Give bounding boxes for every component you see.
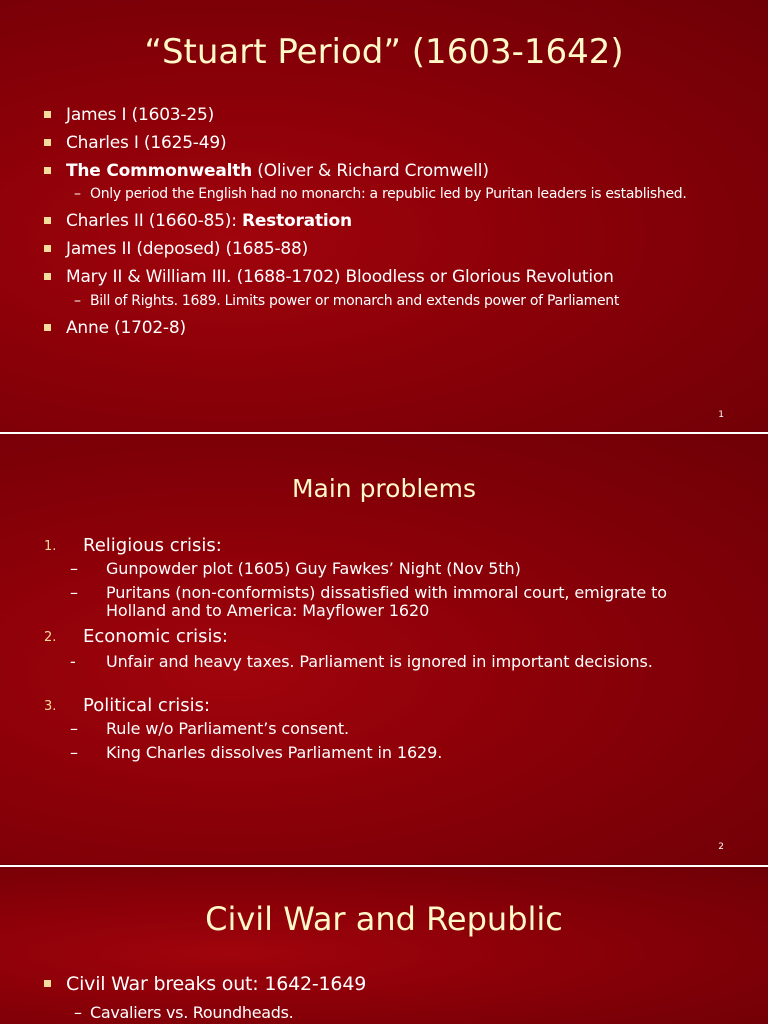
page-number: 1 xyxy=(718,410,724,420)
square-bullet-icon xyxy=(44,324,51,331)
sub-list-item: – Only period the English had no monarch: a republic led by Puritan leaders is established. xyxy=(74,186,687,202)
list-item: Charles I (1625-49) xyxy=(66,133,226,153)
list-item: Anne (1702-8) xyxy=(66,318,186,338)
square-bullet-icon xyxy=(44,167,51,174)
list-item: James II (deposed) (1685-88) xyxy=(66,239,308,259)
square-bullet-icon xyxy=(44,273,51,280)
slide-2-title: Main problems xyxy=(291,474,477,503)
list-item: Civil War breaks out: 1642-1649 xyxy=(66,973,366,995)
slide-3 xyxy=(0,867,768,1024)
sub-list-item: – Cavaliers vs. Roundheads. xyxy=(74,1003,294,1022)
square-bullet-icon xyxy=(44,245,51,252)
page-number: 2 xyxy=(718,842,724,852)
sub-list-item: – Bill of Rights. 1689. Limits power or monarch and extends power of Parliament xyxy=(74,293,620,309)
dash-bullet-icon: – xyxy=(74,186,81,202)
dash-bullet-icon: – xyxy=(74,293,81,309)
square-bullet-icon xyxy=(44,139,51,146)
square-bullet-icon xyxy=(44,980,51,987)
list-item: Charles II (1660-85): Restoration xyxy=(66,211,352,231)
slide-2: Main problems 1. Religious crisis: – Gunpowder plot (1605) Guy Fawkes’ Night (Nov 5th) – Puritans (non-conformists) dissatisfied with immoral court, emigrate to Holland and to America: Mayflower 1620 2. Economic crisis: - Unfair and heavy taxes. Parliament is ignored in important decisions. 3. Political crisis: – Rule w/o Parliament’s consent. – King Charles dissolves Parliament in 1629. 2 xyxy=(0,434,768,864)
square-bullet-icon xyxy=(44,217,51,224)
slide-3-title: Civil War and Republic xyxy=(205,900,563,938)
dash-bullet-icon: – xyxy=(74,1003,82,1022)
slide-1-title: “Stuart Period” (1603-1642) xyxy=(144,32,624,72)
list-item: The Commonwealth (Oliver & Richard Cromwell) xyxy=(66,161,489,181)
square-bullet-icon xyxy=(44,111,51,118)
slide-1 xyxy=(0,0,768,432)
list-item: James I (1603-25) xyxy=(66,105,214,125)
list-item: Mary II & William III. (1688-1702) Bloodless or Glorious Revolution xyxy=(66,267,614,287)
